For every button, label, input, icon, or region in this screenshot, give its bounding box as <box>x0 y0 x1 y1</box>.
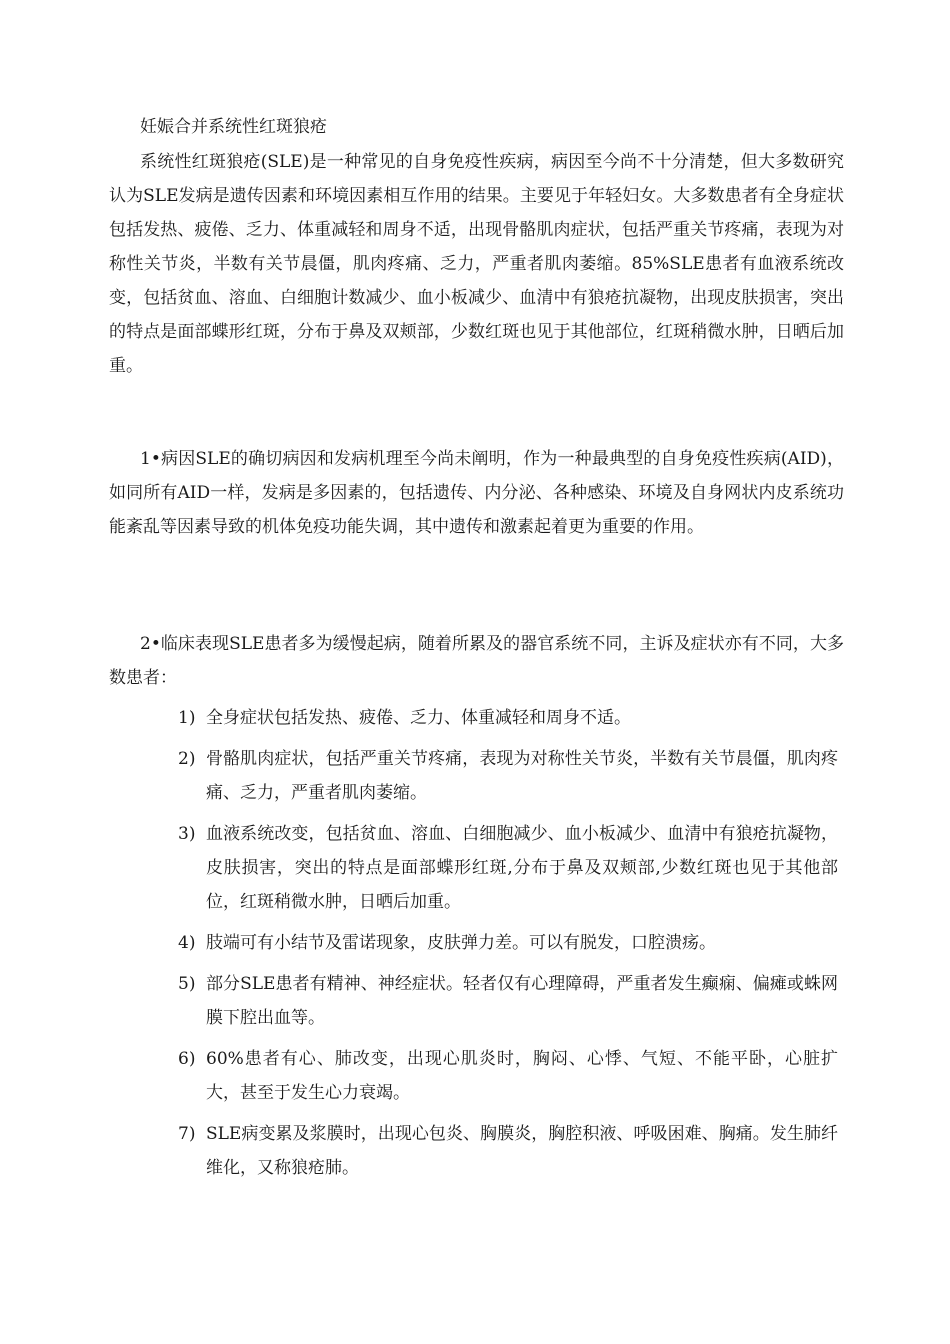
list-item-text: 血液系统改变，包括贫血、溶血、白细胞减少、血小板减少、血清中有狼疮抗凝物，皮肤损害，突出的特点是面部蝶形红斑,分布于鼻及双颊部,少数红斑也见于其他部位，红斑稍微水肿，日晒后加重。 <box>206 824 838 912</box>
symptom-list <box>178 701 838 1192</box>
document-title: 妊娠合并系统性红斑狼疮 <box>140 117 327 137</box>
intro-paragraph: 系统性红斑狼疮(SLE)是一种常见的自身免疫性疾病，病因至今尚不十分清楚，但大多数研究认为SLE发病是遗传因素和环境因素相互作用的结果。主要见于年轻妇女。大多数患者有全身症状包括发热、疲倦、乏力、体重减轻和周身不适，出现骨骼肌肉症状，包括严重关节疼痛，表现为对称性关节炎，半数有关节晨僵，肌肉疼痛、乏力，严重者肌肉萎缩。85%SLE患者有血液系统改变，包括贫血、溶血、白细胞计数减少、血小板减少、血清中有狼疮抗凝物，出现皮肤损害，突出的特点是面部蝶形红斑，分布于鼻及双颊部，少数红斑也见于其他部位，红斑稍微水肿，日晒后加重。 <box>109 152 844 376</box>
list-item-text: 骨骼肌肉症状，包括严重关节疼痛，表现为对称性关节炎，半数有关节晨僵，肌肉疼痛、乏力，严重者肌肉萎缩。 <box>206 749 838 803</box>
list-item-text: 60%患者有心、肺改变，出现心肌炎时，胸闷、心悸、气短、不能平卧，心脏扩大，甚至于发生心力衰竭。 <box>206 1049 838 1103</box>
list-item <box>178 742 838 810</box>
cause-paragraph: 1•病因SLE的确切病因和发病机理至今尚未阐明，作为一种最典型的自身免疫性疾病(AID)，如同所有AID一样，发病是多因素的，包括遗传、内分泌、各种感染、环境及自身网状内皮系统功能紊乱等因素导致的机体免疫功能失调，其中遗传和激素起着更为重要的作用。 <box>109 449 844 537</box>
list-item-number: 2) <box>178 749 196 769</box>
list-item <box>178 1117 838 1185</box>
list-item-text: 肢端可有小结节及雷诺现象，皮肤弹力差。可以有脱发，口腔溃疡。 <box>206 933 716 953</box>
list-item-text: SLE病变累及浆膜时，出现心包炎、胸膜炎，胸腔积液、呼吸困难、胸痛。发生肺纤维化，又称狼疮肺。 <box>206 1124 838 1178</box>
list-item-number: 5) <box>178 974 196 994</box>
list-item <box>178 1042 838 1110</box>
list-item-number: 6) <box>178 1049 196 1069</box>
list-item-number: 7) <box>178 1124 196 1144</box>
list-item <box>178 817 838 919</box>
list-item <box>178 701 838 735</box>
list-item <box>178 967 838 1035</box>
list-item-text: 全身症状包括发热、疲倦、乏力、体重减轻和周身不适。 <box>206 708 631 728</box>
list-item <box>178 926 838 960</box>
list-item-number: 4) <box>178 933 196 953</box>
list-item-number: 1) <box>178 708 196 728</box>
list-item-number: 3) <box>178 824 196 844</box>
list-item-text: 部分SLE患者有精神、神经症状。轻者仅有心理障碍，严重者发生癫痫、偏瘫或蛛网膜下腔出血等。 <box>206 974 838 1028</box>
clinical-paragraph: 2•临床表现SLE患者多为缓慢起病，随着所累及的器官系统不同，主诉及症状亦有不同，大多数患者： <box>109 634 844 688</box>
